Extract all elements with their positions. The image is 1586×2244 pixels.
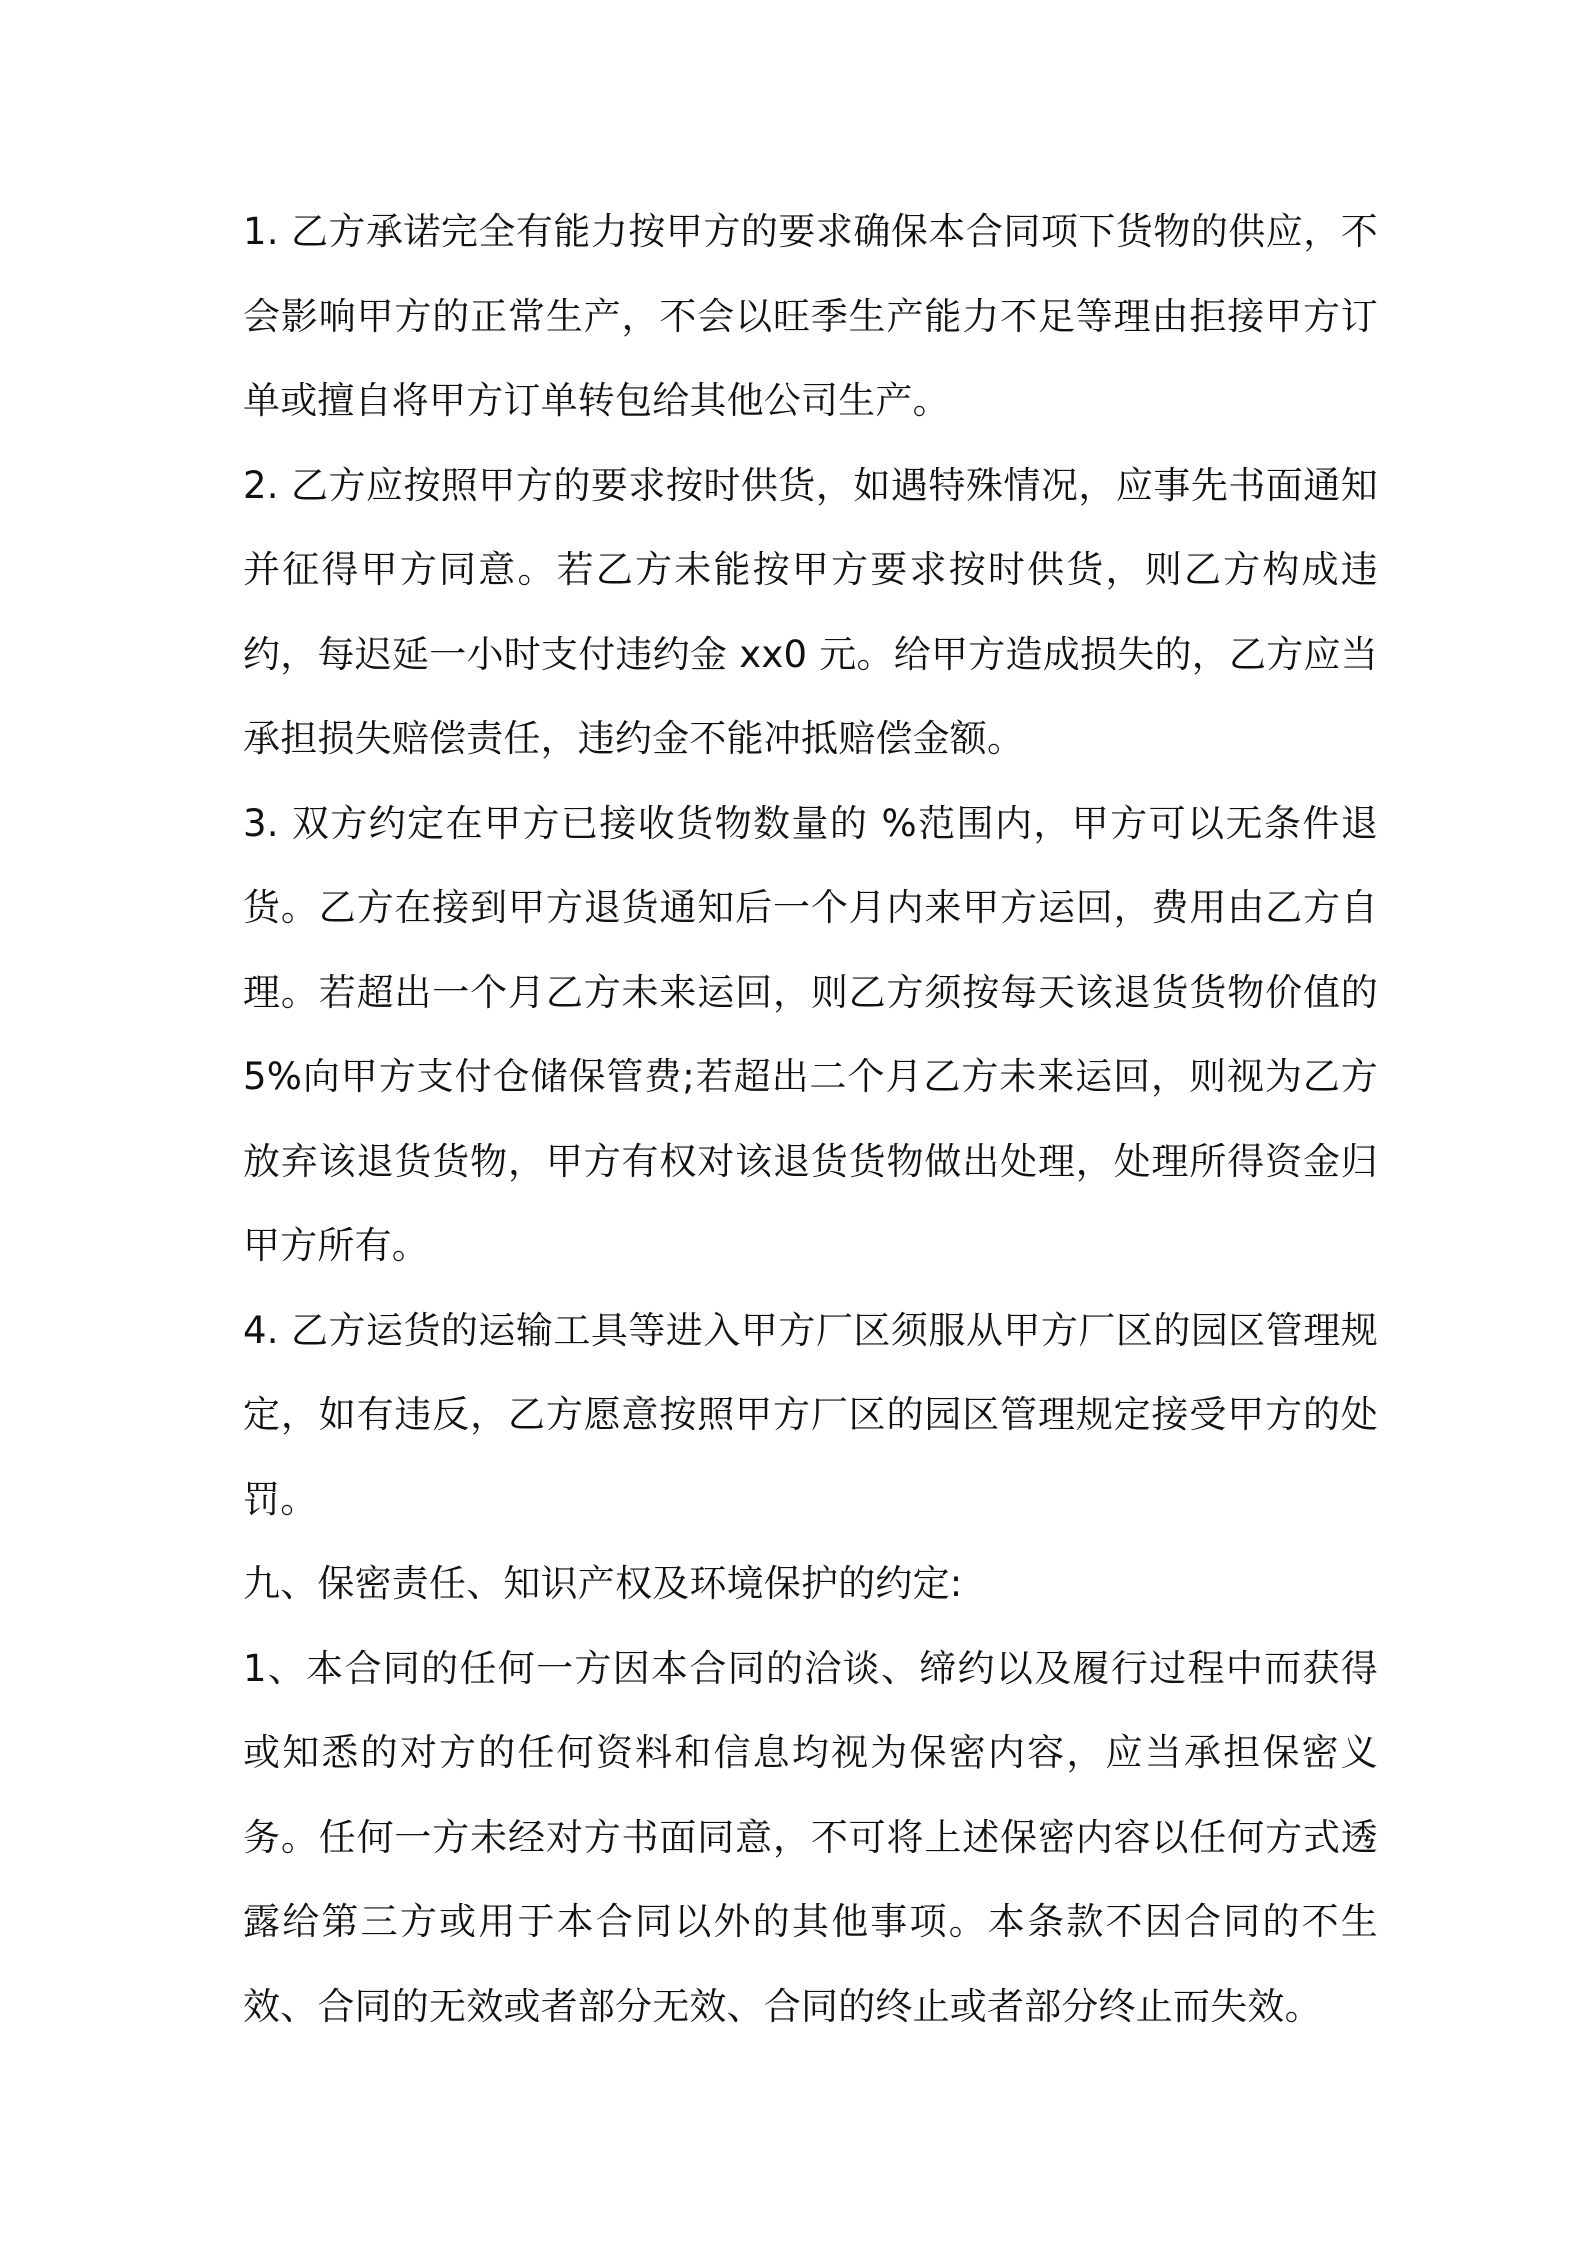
clause-confidentiality: 1、本合同的任何一方因本合同的洽谈、缔约以及履行过程中而获得或知悉的对方的任何资料和信息均视为保密内容，应当承担保密义务。任何一方未经对方书面同意，不可将上述保密内容以任何方式透露给第三方或用于本合同以外的其他事项。本条款不因合同的不生效、合同的无效或者部分无效、合同的终止或者部分终止而失效。 [243, 1646, 1378, 2028]
clause-on-time-delivery: 2. 乙方应按照甲方的要求按时供货，如遇特殊情况，应事先书面通知并征得甲方同意。若乙方未能按甲方要求按时供货，则乙方构成违约，每迟延一小时支付违约金 xx0 元。给甲方造成损失的，乙方应当承担损失赔偿责任，违约金不能冲抵赔偿金额。 [243, 463, 1378, 760]
document-body [243, 190, 1378, 2049]
clause-return-goods: 3. 双方约定在甲方已接收货物数量的 %范围内，甲方可以无条件退货。乙方在接到甲方退货通知后一个月内来甲方运回，费用由乙方自理。若超出一个月乙方未来运回，则乙方须按每天该退货货物价值的5%向甲方支付仓储保管费;若超出二个月乙方未来运回，则视为乙方放弃该退货货物，甲方有权对该退货货物做出处理，处理所得资金归甲方所有。 [243, 801, 1378, 1267]
clause-transport-rules: 4. 乙方运货的运输工具等进入甲方厂区须服从甲方厂区的园区管理规定，如有违反，乙方愿意按照甲方厂区的园区管理规定接受甲方的处罚。 [243, 1308, 1378, 1521]
clause-supply-guarantee: 1. 乙方承诺完全有能力按甲方的要求确保本合同项下货物的供应，不会影响甲方的正常生产，不会以旺季生产能力不足等理由拒接甲方订单或擅自将甲方订单转包给其他公司生产。 [243, 210, 1378, 422]
section-heading-confidentiality: 九、保密责任、知识产权及环境保护的约定: [243, 1562, 963, 1605]
